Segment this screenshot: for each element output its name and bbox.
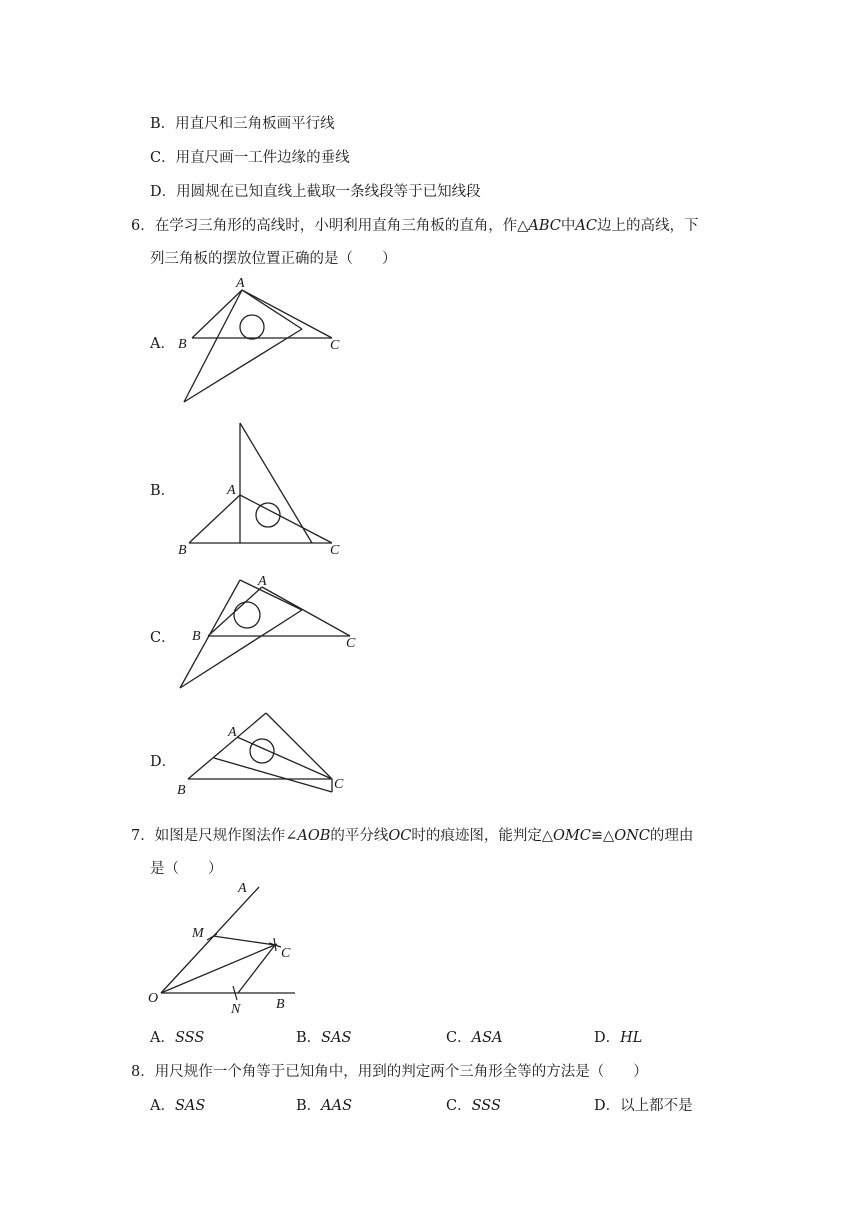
q7-omc: OMC [553, 828, 591, 844]
q7-point-a: A [238, 881, 247, 896]
q6-abc: ABC [528, 218, 561, 234]
q6-option-c-label: C． [150, 630, 176, 646]
q7-text-2: 的平分线 [330, 828, 389, 844]
q6-figure-b [172, 418, 352, 560]
q7-stem-line2: 是（ ） [150, 861, 223, 877]
q7-text-5: 的理由 [649, 828, 694, 844]
q7-point-m: M [192, 926, 204, 941]
q6-ac: AC [575, 218, 597, 234]
q6-text-3: 边上的高线，下 [596, 218, 699, 234]
q8-option-b: B．AAS [296, 1098, 353, 1114]
q6-figure-a [172, 272, 352, 412]
q7-option-b: B．SAS [296, 1030, 352, 1046]
q6-figure-d [172, 706, 352, 808]
q6-option-a-label: A． [150, 336, 175, 352]
q6b-point-c: C [330, 543, 340, 558]
q7-text-3: 时的痕迹图，能判定△ [411, 828, 554, 844]
q6-stem-line1 [131, 214, 698, 235]
q7-point-c: C [281, 946, 291, 961]
q6-stem-line2: 列三角板的摆放位置正确的是（ ） [150, 251, 397, 267]
q7-aob: AOB [297, 828, 331, 844]
q6-option-b-label: B． [150, 483, 176, 499]
q6b-point-b: B [178, 543, 187, 558]
q7-onc: ONC [614, 828, 650, 844]
q8-option-c: C．SSS [446, 1098, 501, 1114]
q6-option-d-label: D． [150, 754, 177, 770]
q6d-point-c: C [334, 777, 344, 792]
q6d-point-b: B [177, 783, 186, 798]
q7-point-n: N [231, 1002, 241, 1017]
q7-text-4: ≌△ [590, 828, 615, 844]
q6-text-1: 6．在学习三角形的高线时，小明利用直角三角板的直角，作△ [131, 218, 529, 234]
q8-option-d: D．以上都不是 [594, 1098, 693, 1114]
q5-option-d: D．用圆规在已知直线上截取一条线段等于已知线段 [150, 184, 481, 200]
q7-point-o: O [148, 991, 159, 1006]
q5-option-b: B．用直尺和三角板画平行线 [150, 116, 335, 132]
q6c-point-b: B [192, 629, 201, 644]
q6-text-2: 中 [560, 218, 576, 234]
q6c-point-c: C [346, 636, 356, 651]
q7-option-a: A．SSS [150, 1030, 205, 1046]
q8-option-a: A．SAS [150, 1098, 206, 1114]
q7-option-d: D．HL [594, 1030, 643, 1046]
q7-text-1: 7．如图是尺规作图法作∠ [131, 828, 298, 844]
q8-stem: 8．用尺规作一个角等于已知角中，用到的判定两个三角形全等的方法是（ ） [131, 1064, 648, 1080]
q7-option-c: C．ASA [446, 1030, 503, 1046]
q6d-point-a: A [228, 725, 237, 740]
q6a-point-c: C [330, 338, 340, 353]
q6c-point-a: A [258, 574, 267, 589]
q6-figure-c [172, 570, 362, 695]
q7-stem-line1 [131, 824, 693, 845]
q7-point-b: B [276, 997, 285, 1012]
q7-oc: OC [388, 828, 412, 844]
q5-option-c: C．用直尺画一工件边缘的垂线 [150, 150, 350, 166]
q6a-point-a: A [236, 276, 245, 291]
q7-figure [145, 880, 300, 1018]
q6a-point-b: B [178, 337, 187, 352]
q6b-point-a: A [227, 483, 236, 498]
